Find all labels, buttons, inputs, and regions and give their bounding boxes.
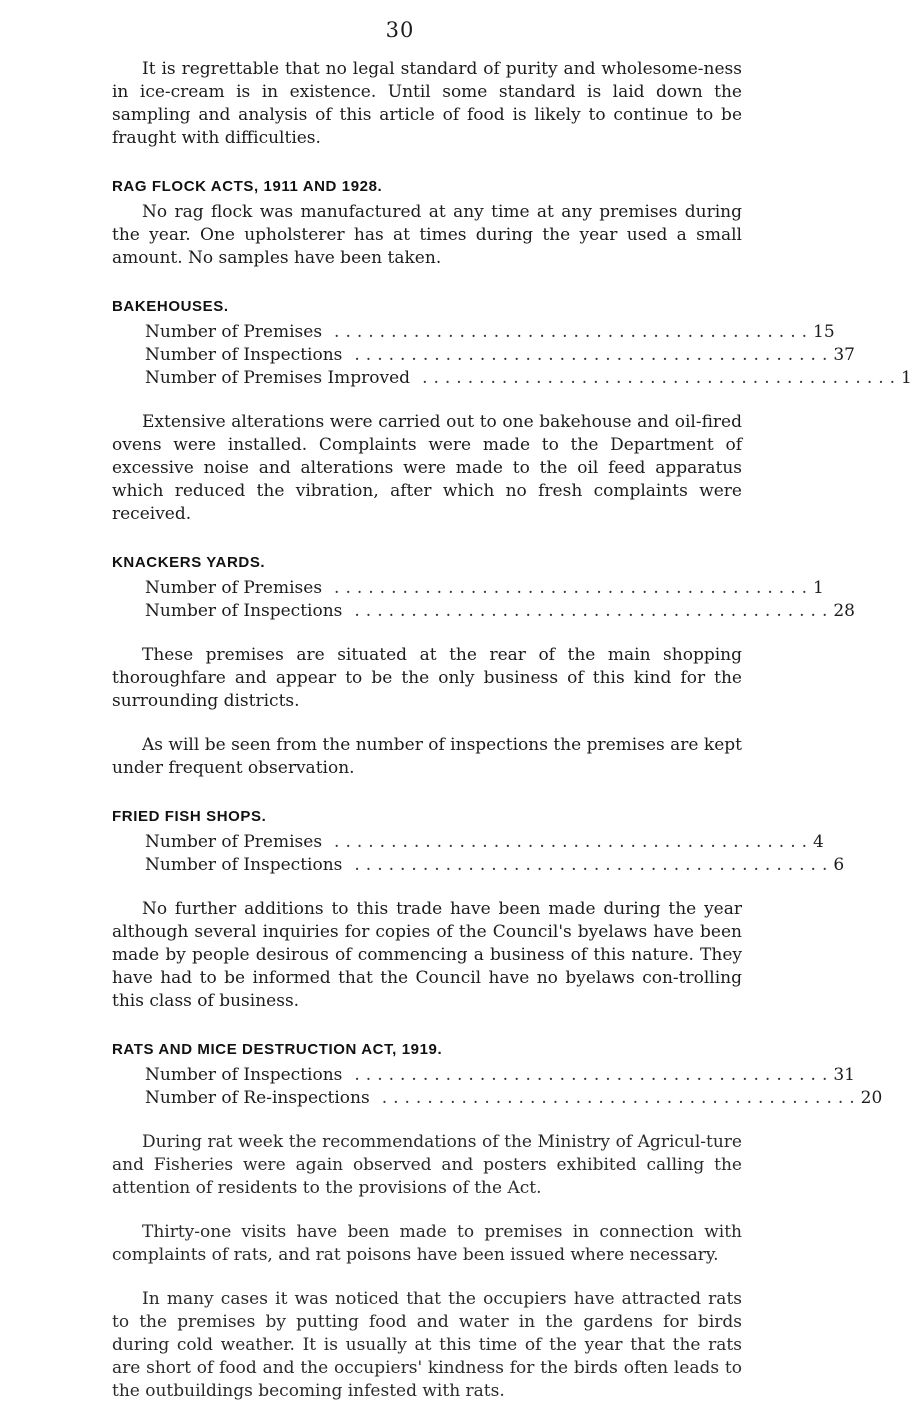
stat-value: 28 (833, 601, 855, 621)
section-paragraph: During rat week the recommendations of the Ministry of Agricul-ture and Fisheries were again observed and posters exhibited calling the attention of residents to the provisions of the Act. (112, 1132, 742, 1198)
stat-row: Number of Premises .......................................... 15 (145, 322, 835, 342)
section-rats-and-mice (112, 1040, 883, 1403)
stat-label: Number of Premises (145, 322, 323, 342)
section-paragraph: Thirty-one visits have been made to premises in connection with complaints of rats, and rat poisons have been issued where necessary. (112, 1222, 742, 1265)
stat-row: Number of Premises Improved .......................................... 1 (145, 368, 912, 388)
section-heading: RAG FLOCK ACTS, 1911 AND 1928. (112, 178, 383, 195)
stat-label: Number of Premises (145, 832, 323, 852)
section-heading: RATS AND MICE DESTRUCTION ACT, 1919. (112, 1041, 443, 1058)
section-heading: FRIED FISH SHOPS. (112, 808, 267, 825)
section-heading: KNACKERS YARDS. (112, 554, 266, 571)
stat-value: 37 (833, 345, 855, 365)
stat-value: 20 (860, 1088, 883, 1108)
page-content (112, 58, 912, 1403)
stat-label: Number of Inspections (145, 601, 343, 621)
section-fried-fish-shops (112, 807, 845, 1013)
stat-value: 1 (901, 368, 912, 388)
stats-list (145, 831, 845, 877)
stat-row: Number of Re-inspections .......................................... 20 (145, 1088, 883, 1108)
section-paragraph: No further additions to this trade have been made during the year although several inquiries for copies of the Council's byelaws have been made by people desirous of commencing a business of this nature. They have had to be informed that the Council have no byelaws con-trolling this class of business. (112, 899, 742, 1011)
stats-list (145, 321, 912, 390)
stat-row: Number of Inspections .......................................... 6 (145, 855, 845, 875)
intro-paragraph: It is regrettable that no legal standard of purity and wholesome-ness in ice-cream is in existence. Until some standard is laid down the sampling and analysis of this article of food is likely to continue to be fraught with difficulties. (112, 59, 742, 148)
stat-label: Number of Premises Improved (145, 368, 411, 388)
stat-label: Number of Inspections (145, 855, 343, 875)
stats-list (145, 1064, 883, 1110)
stat-row: Number of Premises .......................................... 4 (145, 832, 824, 852)
stat-value: 1 (813, 578, 824, 598)
stat-row: Number of Inspections .......................................... 28 (145, 601, 855, 621)
section-paragraph: Extensive alterations were carried out to one bakehouse and oil-fired ovens were installed. Complaints were made to the Department of excessive noise and alterations were made to the oil feed apparatus which reduced the vibration, after which no fresh complaints were received. (112, 412, 742, 524)
section-heading: BAKEHOUSES. (112, 298, 229, 315)
section-paragraph: No rag flock was manufactured at any time at any premises during the year. One upholsterer has at times during the year used a small amount. No samples have been taken. (112, 202, 742, 268)
page-number: 30 (385, 18, 415, 42)
stats-list (145, 577, 855, 623)
stat-row: Number of Inspections .......................................... 37 (145, 345, 855, 365)
section-knackers-yards (112, 553, 855, 780)
stat-value: 31 (833, 1065, 855, 1085)
section-paragraph: As will be seen from the number of inspections the premises are kept under frequent observation. (112, 735, 742, 778)
stat-value: 6 (833, 855, 845, 875)
stat-label: Number of Premises (145, 578, 323, 598)
section-paragraph: These premises are situated at the rear of the main shopping thoroughfare and appear to be the only business of this kind for the surrounding districts. (112, 645, 742, 711)
stat-label: Number of Inspections (145, 345, 343, 365)
stat-value: 4 (813, 832, 824, 852)
stat-row: Number of Inspections .......................................... 31 (145, 1065, 855, 1085)
stat-label: Number of Re-inspections (145, 1088, 370, 1108)
section-rag-flock (112, 177, 742, 270)
section-paragraph: In many cases it was noticed that the occupiers have attracted rats to the premises by putting food and water in the gardens for birds during cold weather. It is usually at this time of the year that the rats are short of food and the occupiers' kindness for the birds often leads to the outbuildings becoming infested with rats. (112, 1289, 742, 1401)
stat-label: Number of Inspections (145, 1065, 343, 1085)
section-bakehouses (112, 297, 912, 526)
stat-row: Number of Premises .......................................... 1 (145, 578, 824, 598)
stat-value: 15 (813, 322, 835, 342)
